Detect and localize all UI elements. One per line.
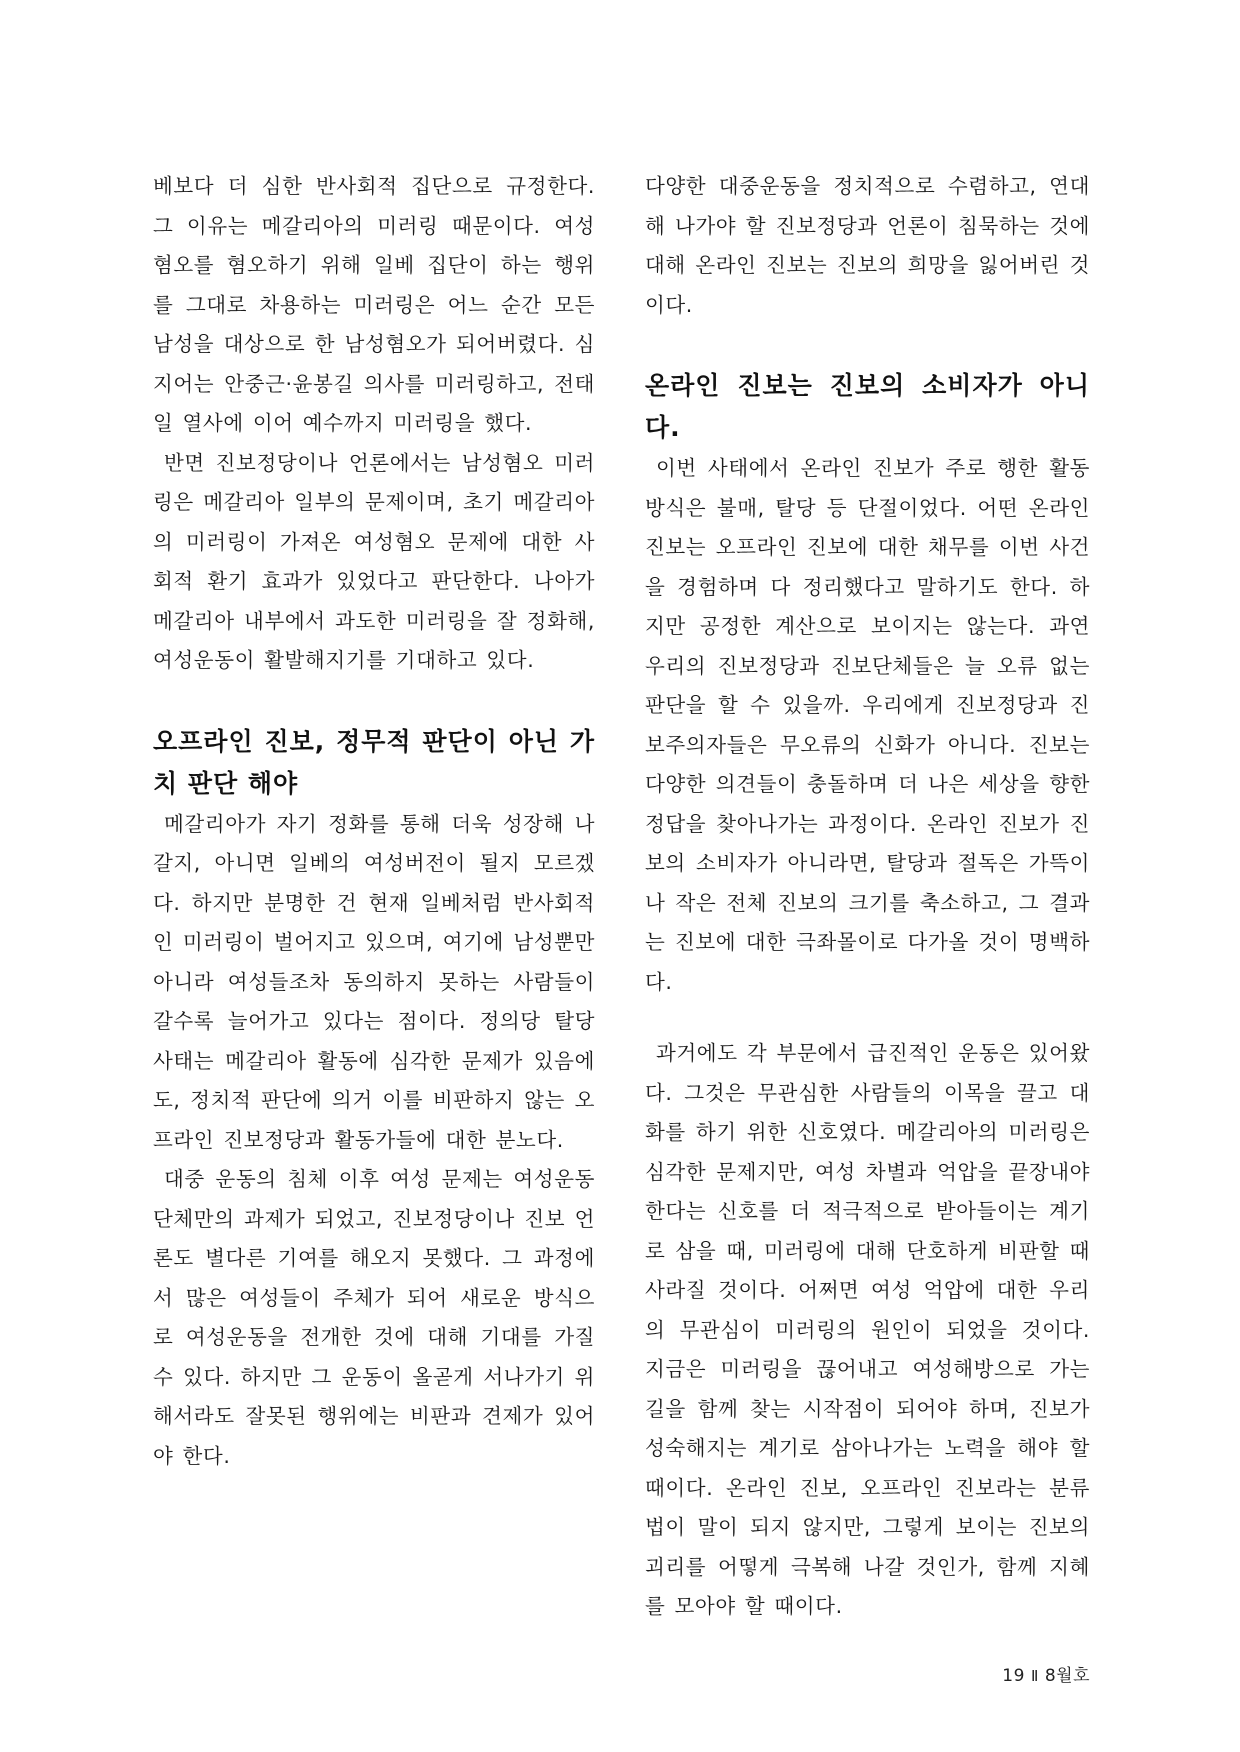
right-section-heading: 온라인 진보는 진보의 소비자가 아니다. xyxy=(645,371,1090,442)
page-number: 19 xyxy=(1002,1666,1025,1686)
right-paragraph-2: 이번 사태에서 온라인 진보가 주로 행한 활동 방식은 불매, 탈당 등 단절이었다. 어떤 온라인 진보는 오프라인 진보에 대한 채무를 이번 사건을 경험하며 다 정리했다고 말하기도 한다. 하지만 공정한 계산으로 보이지는 않는다. 과연 우리의 진보정당과 진보단체들은 늘 오류 없는 판단을 할 수 있을까. 우리에게 진보정당과 진보주의자들은 무오류의 신화가 아니다. 진보는 다양한 의견들이 충돌하며 더 나은 세상을 향한 정답을 찾아나가는 과정이다. 온라인 진보가 진보의 소비자가 아니라면, 탈당과 절독은 가뜩이나 작은 전체 진보의 크기를 축소하고, 그 결과는 진보에 대한 극좌몰이로 다가올 것이 명백하다. xyxy=(645,456,1090,994)
footer-separator: Ⅱ xyxy=(1030,1667,1039,1685)
right-paragraph-1: 다양한 대중운동을 정치적으로 수렴하고, 연대해 나가야 할 진보정당과 언론이 침묵하는 것에 대해 온라인 진보는 진보의 희망을 잃어버린 것이다. xyxy=(645,174,1090,317)
left-paragraph-2: 반면 진보정당이나 언론에서는 남성혐오 미러링은 메갈리아 일부의 문제이며, 초기 메갈리아의 미러링이 가져온 여성혐오 문제에 대한 사회적 환기 효과가 있었다고 판단한다. 나아가 메갈리아 내부에서 과도한 미러링을 잘 정화해, 여성운동이 활발해지기를 기대하고 있다. xyxy=(153,450,595,672)
page-footer xyxy=(1002,1661,1090,1686)
left-paragraph-4: 대중 운동의 침체 이후 여성 문제는 여성운동 단체만의 과제가 되었고, 진보정당이나 진보 언론도 별다른 기여를 해오지 못했다. 그 과정에서 많은 여성들이 주체가 되어 새로운 방식으로 여성운동을 전개한 것에 대해 기대를 가질 수 있다. 하지만 그 운동이 올곧게 서나가기 위해서라도 잘못된 행위에는 비판과 견제가 있어야 한다. xyxy=(153,1167,595,1468)
right-column xyxy=(645,167,1090,1627)
issue-label: 8월호 xyxy=(1044,1666,1090,1686)
left-column xyxy=(153,167,595,1476)
left-paragraph-3: 메갈리아가 자기 정화를 통해 더욱 성장해 나갈지, 아니면 일베의 여성버전이 될지 모르겠다. 하지만 분명한 건 현재 일베처럼 반사회적인 미러링이 벌어지고 있으며, 여기에 남성뿐만 아니라 여성들조차 동의하지 못하는 사람들이 갈수록 늘어가고 있다는 점이다. 정의당 탈당 사태는 메갈리아 활동에 심각한 문제가 있음에도, 정치적 판단에 의거 이를 비판하지 않는 오프라인 진보정당과 활동가들에 대한 분노다. xyxy=(153,811,595,1152)
right-paragraph-3: 과거에도 각 부문에서 급진적인 운동은 있어왔다. 그것은 무관심한 사람들의 이목을 끌고 대화를 하기 위한 신호였다. 메갈리아의 미러링은 심각한 문제지만, 여성 차별과 억압을 끝장내야 한다는 신호를 더 적극적으로 받아들이는 계기로 삼을 때, 미러링에 대해 단호하게 비판할 때 사라질 것이다. 어쩌면 여성 억압에 대한 우리의 무관심이 미러링의 원인이 되었을 것이다. 지금은 미러링을 끊어내고 여성해방으로 가는 길을 함께 찾는 시작점이 되어야 하며, 진보가 성숙해지는 계기로 삼아나가는 노력을 해야 할 때이다. 온라인 진보, 오프라인 진보라는 분류법이 말이 되지 않지만, 그렇게 보이는 진보의 괴리를 어떻게 극복해 나갈 것인가, 함께 지혜를 모아야 할 때이다. xyxy=(645,1041,1090,1618)
left-section-heading: 오프라인 진보, 정무적 판단이 아닌 가치 판단 해야 xyxy=(153,726,595,798)
left-paragraph-1: 베보다 더 심한 반사회적 집단으로 규정한다. 그 이유는 메갈리아의 미러링 때문이다. 여성 혐오를 혐오하기 위해 일베 집단이 하는 행위를 그대로 차용하는 미러링은 어느 순간 모든 남성을 대상으로 한 남성혐오가 되어버렸다. 심지어는 안중근·윤봉길 의사를 미러링하고, 전태일 열사에 이어 예수까지 미러링을 했다. xyxy=(153,174,595,435)
